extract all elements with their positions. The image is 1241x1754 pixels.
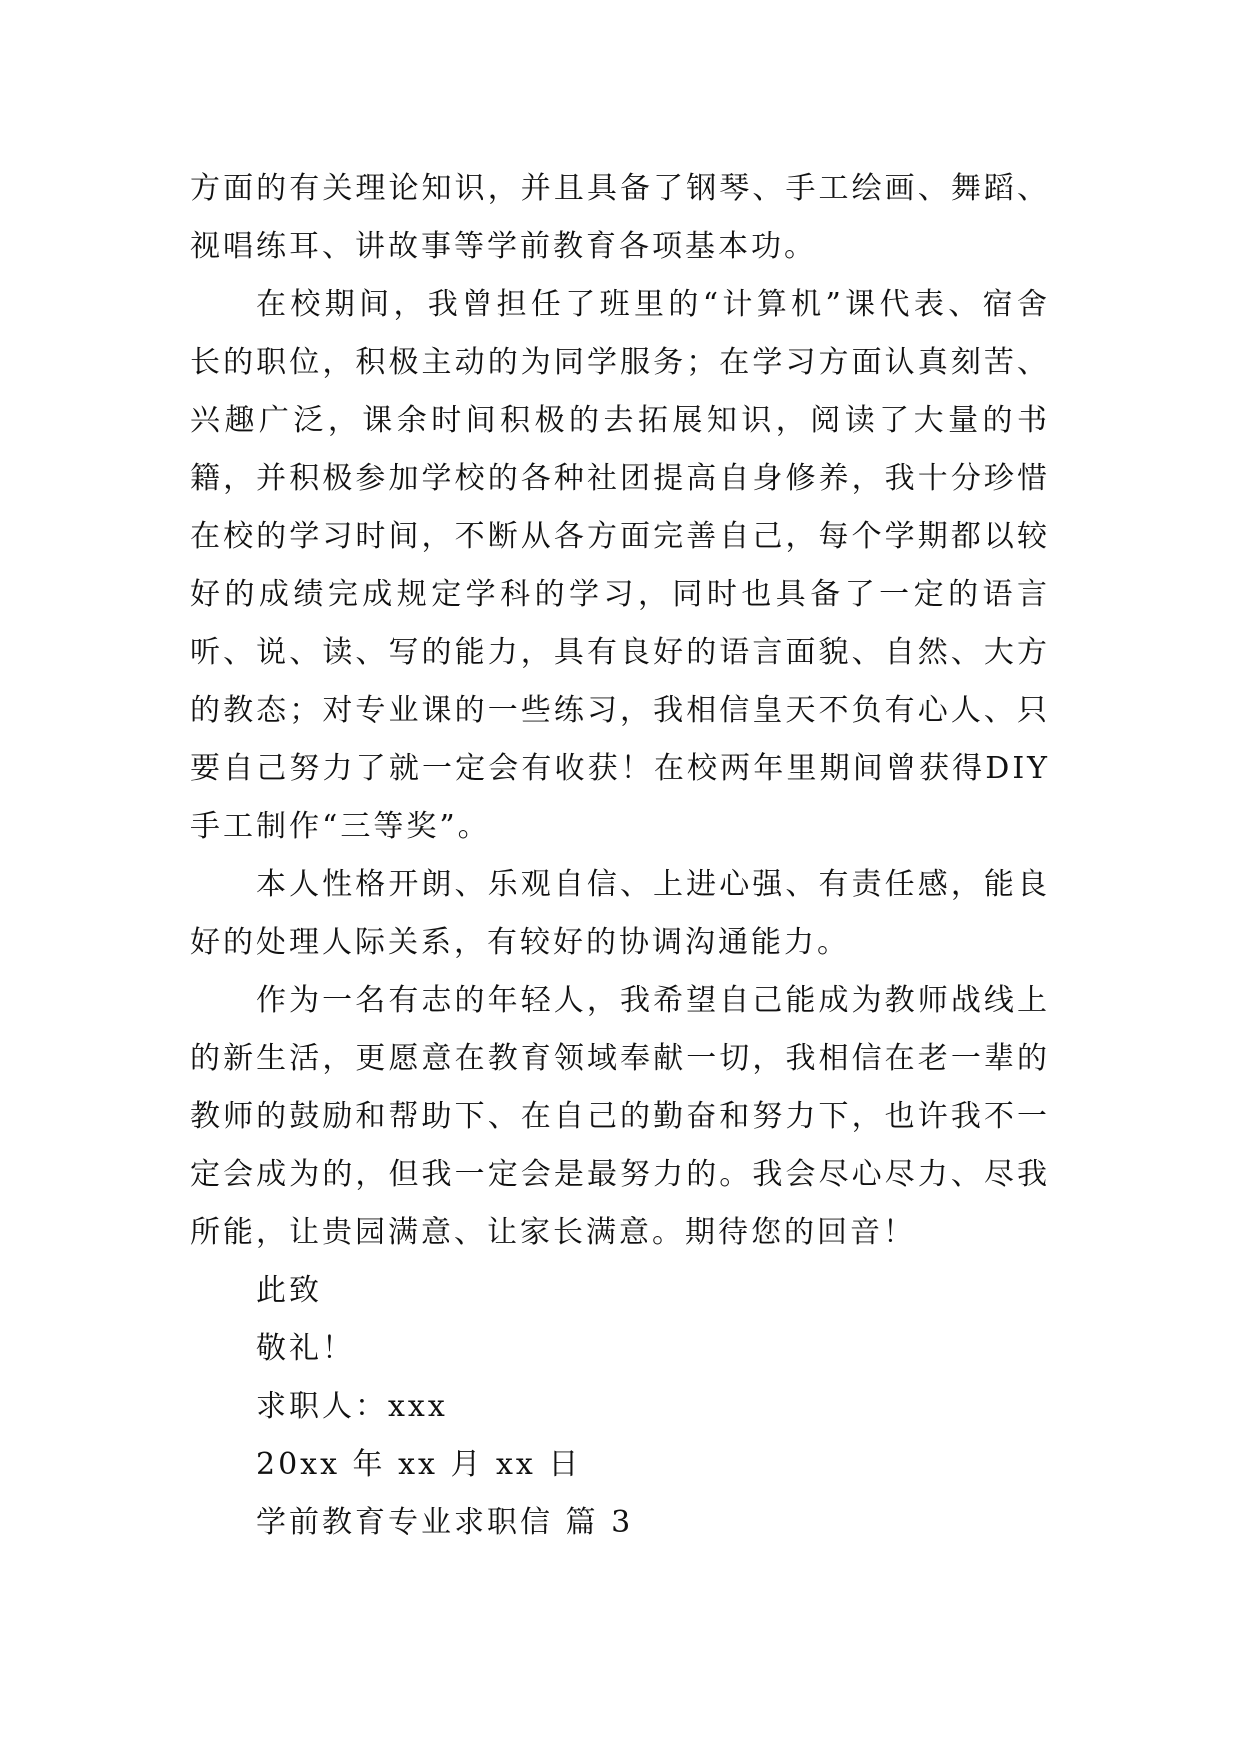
paragraph-personality: 本人性格开朗、乐观自信、上进心强、有责任感，能良好的处理人际关系，有较好的协调沟通能力。	[190, 867, 1050, 960]
paragraph-skills: 方面的有关理论知识，并且具备了钢琴、手工绘画、舞蹈、视唱练耳、讲故事等学前教育各项基本功。	[190, 171, 1050, 264]
paragraph-aspiration: 作为一名有志的年轻人，我希望自己能成为教师战线上的新生活，更愿意在教育领域奉献一切，我相信在老一辈的教师的鼓励和帮助下、在自己的勤奋和努力下，也许我不一定会成为的，但我一定会是最努力的。我会尽心尽力、尽我所能，让贵园满意、让家长满意。期待您的回音！	[190, 983, 1050, 1250]
applicant-signature: 求职人：xxx	[256, 1389, 448, 1424]
next-section-title: 学前教育专业求职信 篇 3	[256, 1505, 634, 1540]
closing-regards: 敬礼！	[256, 1331, 355, 1366]
paragraph-school-experience: 在校期间，我曾担任了班里的“计算机”课代表、宿舍长的职位，积极主动的为同学服务；在学习方面认真刻苦、兴趣广泛，课余时间积极的去拓展知识，阅读了大量的书籍，并积极参加学校的各种社团提高自身修养，我十分珍惜在校的学习时间，不断从各方面完善自己，每个学期都以较好的成绩完成规定学科的学习，同时也具备了一定的语言听、说、读、写的能力，具有良好的语言面貌、自然、大方的教态；对专业课的一些练习，我相信皇天不负有心人、只要自己努力了就一定会有收获！在校两年里期间曾获得DIY手工制作“三等奖”。	[190, 287, 1050, 844]
letter-date: 20xx 年 xx 月 xx 日	[256, 1447, 582, 1482]
letter-body	[190, 160, 1050, 1552]
closing-salutation: 此致	[256, 1273, 322, 1308]
